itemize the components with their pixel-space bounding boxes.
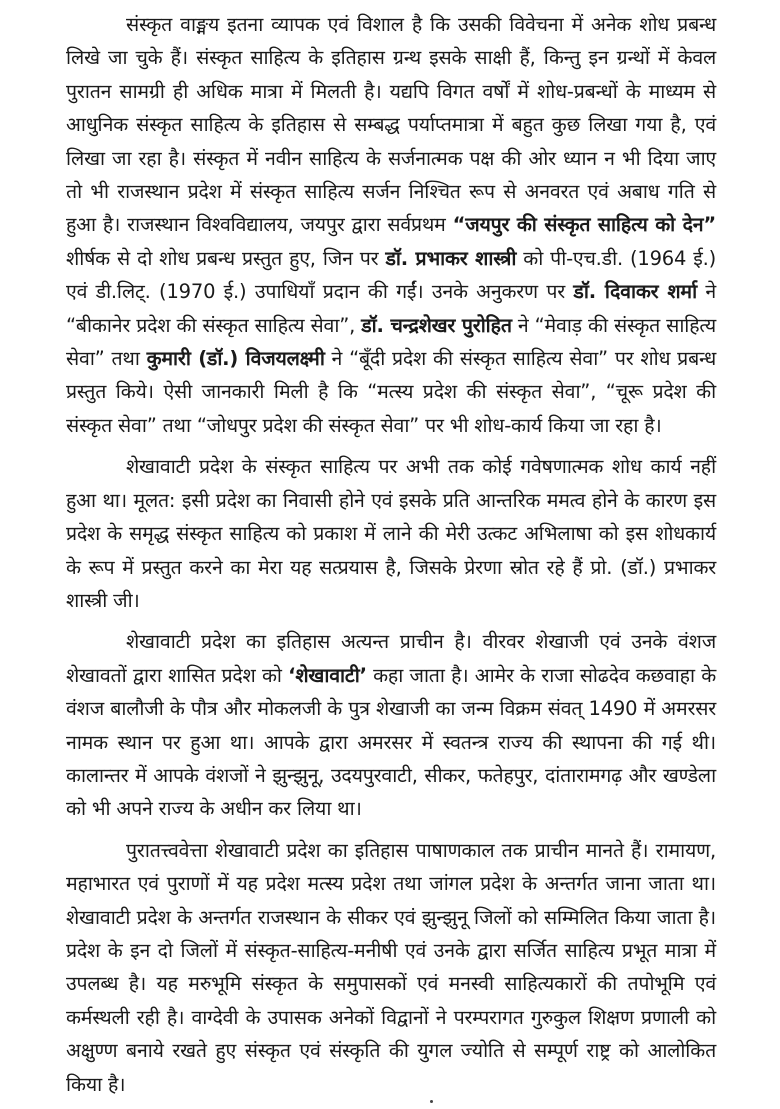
text-segment: कहा जाता है। आमेर के राजा सोढदेव कछवाहा के वंशज बालौजी के पौत्र और मोकलजी के पुत्र शेखाजी का जन्म विक्रम संवत् 1490 में अमरसर नामक स्थान पर हुआ था। आपके द्वारा अमरसर में स्वतन्त्र राज्य की स्थापना की गई थी। कालान्तर में आपके वंशजों ने झुन्झुनू, उदयपुरवाटी, सीकर, फतेहपुर, दांतारामगढ़ और खण्डेला को भी अपने राज्य के अधीन कर लिया था। [66, 663, 716, 821]
name-prabhakar-shastri: डॉ. प्रभाकर शास्त्री [385, 246, 517, 270]
paragraph-shekhawati-history [66, 625, 716, 825]
text-segment: शीर्षक से दो शोध प्रबन्ध प्रस्तुत हुए, जिन पर [66, 246, 386, 270]
term-shekhawati: ‘शेखावाटी’ [288, 663, 367, 687]
text-segment: पुरातत्त्ववेत्ता शेखावाटी प्रदेश का इतिहास पाषाणकाल तक प्राचीन मानते हैं। रामायण, महाभारत एवं पुराणों में यह प्रदेश मत्स्य प्रदेश तथा जांगल प्रदेश के अन्तर्गत जाना जाता था। शेखावाटी प्रदेश के अन्तर्गत राजस्थान के सीकर एवं झुन्झुनू जिलों को सम्मिलित किया जाता है। प्रदेश के इन दो जिलों में संस्कृत-साहित्य-मनीषी एवं उनके द्वारा सर्जित साहित्य प्रभूत मात्रा में उपलब्ध है। यह मरुभूमि संस्कृत के समुपासकों एवं मनस्वी साहित्यकारों की तपोभूमि एवं कर्मस्थली रही है। वाग्देवी के उपासक अनेकों विद्वानों ने परम्परागत गुरुकुल शिक्षण प्रणाली को अक्षुण्ण बनाये रखते हुए संस्कृत एवं संस्कृति की युगल ज्योति से सम्पूर्ण राष्ट्र को आलोकित किया है। [66, 838, 716, 1096]
name-diwakar-sharma: डॉ. दिवाकर शर्मा [573, 280, 697, 304]
text-segment: ने “बीकानेर प्रदेश की संस्कृत साहित्य सेवा”, [66, 280, 716, 337]
paragraph-research-motivation [66, 450, 716, 617]
thesis-title-jaipur: “जयपुर की संस्कृत साहित्य को देन” [452, 213, 716, 237]
text-segment: ने “बूँदी प्रदेश की संस्कृत साहित्य सेवा” पर शोध प्रबन्ध प्रस्तुत किये। ऐसी जानकारी मिली है कि “मत्स्य प्रदेश की संस्कृत सेवा”, “चूरू प्रदेश की संस्कृत सेवा” तथा “जोधपुर प्रदेश की संस्कृत सेवा” पर भी शोध-कार्य किया जा रहा है। [66, 347, 716, 437]
text-segment: शेखावाटी प्रदेश का इतिहास अत्यन्त प्राचीन है। वीरवर शेखाजी एवं उनके वंशज शेखावतों द्वारा शासित प्रदेश को [66, 630, 716, 687]
name-chandrashekhar-purohit: डॉ. चन्द्रशेखर पुरोहित [361, 313, 512, 337]
name-vijaylakshmi: कुमारी (डॉ.) विजयलक्ष्मी [146, 347, 325, 371]
page-speck [430, 1100, 433, 1103]
text-segment: ने “मेवाड़ की संस्कृत साहित्य सेवा” तथा [66, 313, 716, 371]
paragraph-intro-sanskrit-literature [66, 8, 716, 442]
text-segment: को पी-एच.डी. (1964 ई.) एवं डी.लिट्. (1970 ई.) उपाधियाँ प्रदान की गईं। उनके अनुकरण पर [66, 246, 716, 304]
text-segment: शेखावाटी प्रदेश के संस्कृत साहित्य पर अभी तक कोई गवेषणात्मक शोध कार्य नहीं हुआ था। मूलत: इसी प्रदेश का निवासी होने एवं इसके प्रति आन्तरिक ममत्व होने के कारण इस प्रदेश के समृद्ध संस्कृत साहित्य को प्रकाश में लाने की मेरी उत्कट अभिलाषा को इस शोधकार्य के रूप में प्रस्तुत करने का मेरा यह सत्प्रयास है, जिसके प्रेरणा स्रोत रहे हैं प्रो. (डॉ.) प्रभाकर शास्त्री जी। [66, 455, 716, 612]
paragraph-archaeology-and-scholars [66, 834, 716, 1101]
text-segment: संस्कृत वाङ्मय इतना व्यापक एवं विशाल है कि उसकी विवेचना में अनेक शोध प्रबन्ध लिखे जा चुके हैं। संस्कृत साहित्य के इतिहास ग्रन्थ इसके साक्षी हैं, किन्तु इन ग्रन्थों में केवल पुरातन सामग्री ही अधिक मात्रा में मिलती है। यद्यपि विगत वर्षों में शोध-प्रबन्धों के माध्यम से आधुनिक संस्कृत साहित्य के इतिहास से सम्बद्ध पर्याप्तमात्रा में बहुत कुछ लिखा गया है, एवं लिखा जा रहा है। संस्कृत में नवीन साहित्य के सर्जनात्मक पक्ष की ओर ध्यान न भी दिया जाए तो भी राजस्थान प्रदेश में संस्कृत साहित्य सर्जन निश्चित रूप से अनवरत एवं अबाध गति से हुआ है। राजस्थान विश्वविद्यालय, जयपुर द्वारा सर्वप्रथम [66, 13, 716, 237]
document-page [66, 8, 716, 1109]
